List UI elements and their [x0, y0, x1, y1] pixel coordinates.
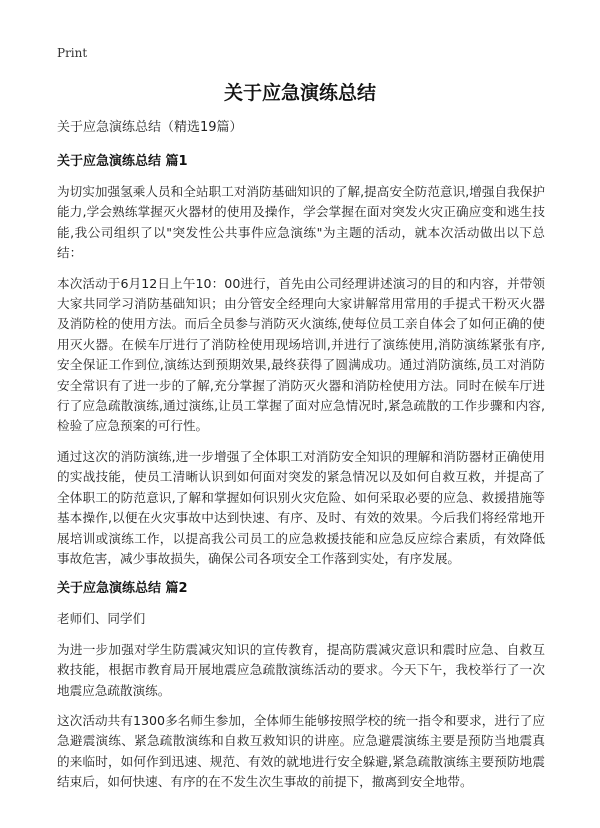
document-title: 关于应急演练总结	[223, 82, 376, 104]
paragraph: 本次活动于6月12日上午10：00进行，首先由公司经理讲述演习的目的和内容，并带领大家共同学习消防基础知识；由分管安全经理向大家讲解常用常用的手提式干粉灭火器及消防栓的使用方法。而后全员参与消防灭火演练,使每位员工亲自体会了如何正确的使用灭火器。在候车厅进行了消防栓使用现场培训,并进行了演练使用,消防演练紧张有序,安全保证工作到位,演练达到预期效果,最终获得了圆满成功。通过消防演练,员工对消防安全常识有了进一步的了解,充分掌握了消防灭火器和消防栓使用方法。同时在候车厅进行了应急疏散演练,通过演练,让员工掌握了面对应急情况时,紧急疏散的工作步骤和内容,检验了应急预案的可行性。	[57, 275, 545, 434]
paragraph: 为进一步加强对学生防震减灾知识的宣传教育，提高防震减灾意识和震时应急、自救互救技能，根据市教育局开展地震应急疏散演练活动的要求。今天下午，我校举行了一次地震应急疏散演练。	[57, 641, 545, 698]
section-title: 关于应急演练总结 篇2	[57, 581, 188, 597]
paragraph: 老师们、同学们	[57, 611, 146, 627]
section-2	[57, 579, 545, 792]
paragraph: 通过这次的消防演练,进一步增强了全体职工对消防安全知识的理解和消防器材正确使用的实战技能，使员工清晰认识到如何面对突发的紧急情况以及如何自救互救，并提高了全体职工的防范意识,了解和掌握如何识别火灾危险、如何采取必要的应急、救援措施等基本操作,以便在火灾事故中达到快速、有序、及时、有效的效果。今后我们将经常地开展培训或演练工作，以提高我公司员工的应急救援技能和应急反应综合素质，有效降低事故危害，减少事故损失，确保公司各项安全工作落到实处，有序发展。	[57, 448, 545, 566]
section-1	[57, 152, 545, 569]
document-subtitle: 关于应急演练总结（精选19篇）	[57, 120, 243, 135]
document-body	[57, 118, 545, 803]
print-label: Print	[57, 46, 88, 60]
paragraph: 这次活动共有1300多名师生参加，全体师生能够按照学校的统一指令和要求，进行了应急避震演练、紧急疏散演练和自救互救知识的讲座。应急避震演练主要是预防当地震真的来临时，如何作到迅速、规范、有效的就地进行安全躲避,紧急疏散演练主要预防地震结束后，如何快速、有序的在不发生次生事故的前提下，撤离到安全地带。	[57, 712, 545, 790]
section-title: 关于应急演练总结 篇1	[57, 154, 188, 169]
paragraph: 为切实加强氢乘人员和全站职工对消防基础知识的了解,提高安全防范意识,增强自我保护能力,学会熟练掌握灭火器材的使用及操作，学会掌握在面对突发火灾正确应变和逃生技能,我公司组织了以"突发性公共事件应急演练"为主题的活动，就本次活动做出以下总结：	[57, 184, 545, 261]
